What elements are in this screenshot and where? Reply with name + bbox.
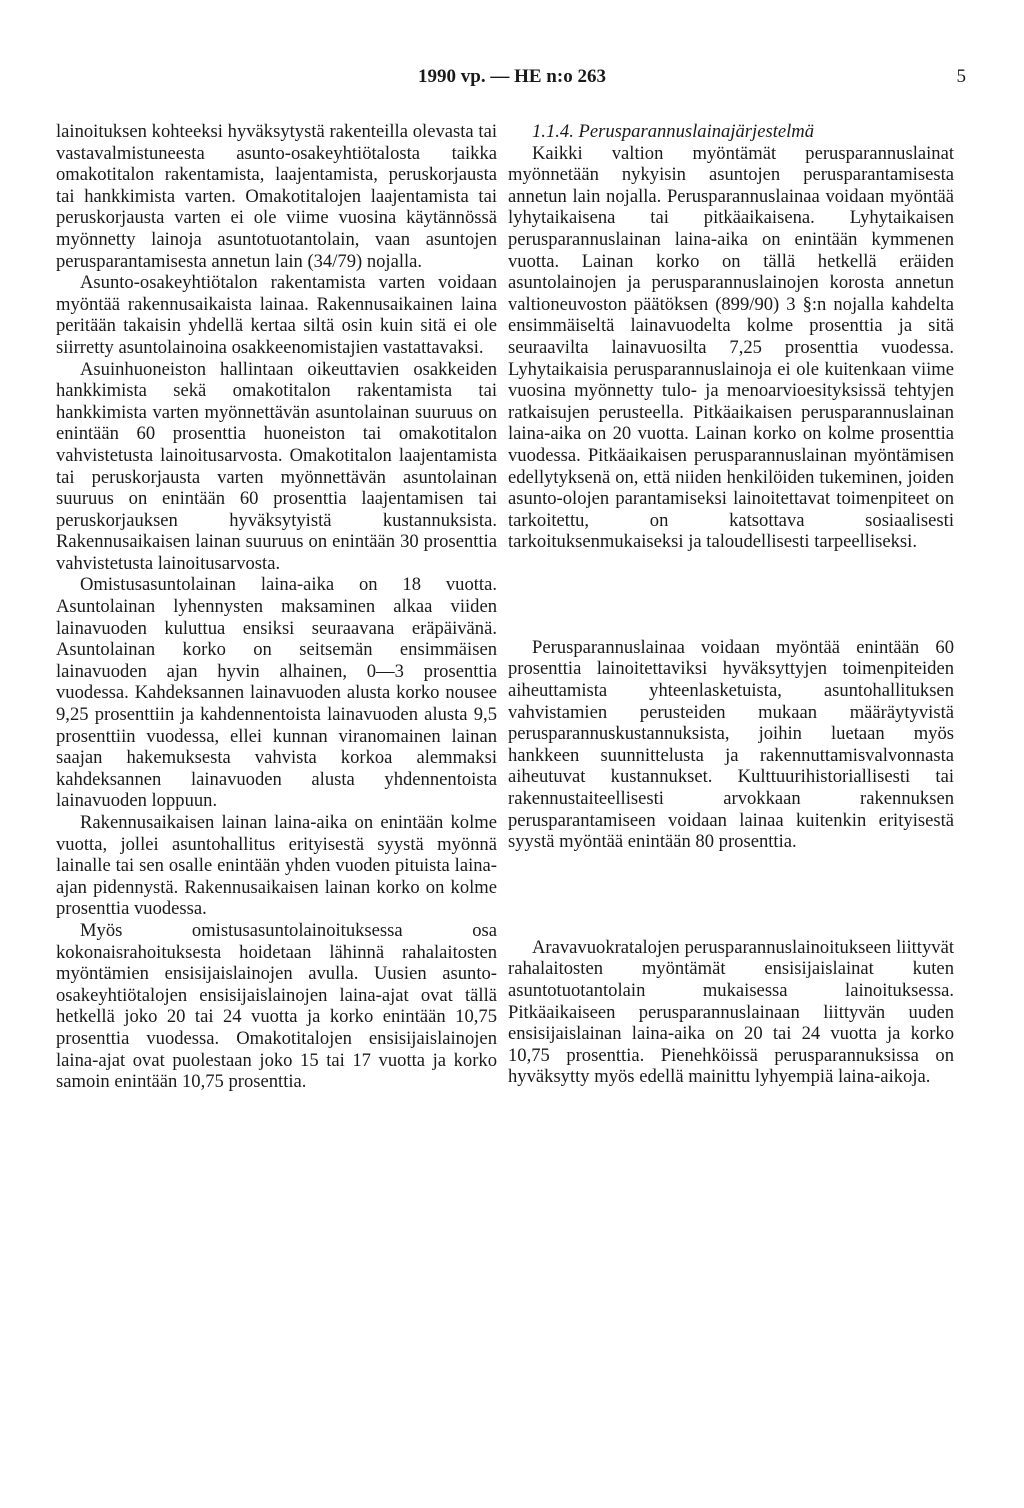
page-header — [0, 66, 1024, 94]
paragraph: Myös omistusasuntolainoituksessa osa kokonaisrahoituksesta hoidetaan lähinnä rahalaitosten myöntämien ensisijaislainojen avulla. Uusien asunto-osakeyhtiötalojen ensisijaislainojen laina-ajat ovat tällä hetkellä joko 20 tai 24 vuotta ja korko enintään 10,75 prosenttia vuodessa. Omakotitalojen ensisijaislainojen laina-ajat ovat puolestaan joko 15 tai 17 vuotta ja korko samoin enintään 10,75 prosenttia. — [56, 919, 497, 1093]
running-title: 1990 vp. — HE n:o 263 — [418, 66, 606, 87]
paragraph: Aravavuokratalojen perusparannuslainoitukseen liittyvät rahalaitosten myöntämät ensisijaislainat kuten asuntotuotantolain mukaisessa lainoituksessa. Pitkäaikaiseen perusparannuslainaan liittyvän uuden ensisijaislainan laina-aika on 20 tai 24 vuotta ja korko 10,75 prosenttia. Pienehköissä perusparannuksissa on hyväksytty myös edellä mainittu lyhyempiä laina-aikoja. — [508, 936, 954, 1088]
paragraph: Kaikki valtion myöntämät perusparannuslainat myönnetään nykyisin asuntojen perusparantamisesta annetun lain nojalla. Perusparannuslainaa voidaan myöntää lyhytaikaisena tai pitkäaikaisena. Lyhytaikaisen perusparannuslainan laina-aika on enintään kymmenen vuotta. Lainan korko on tällä hetkellä eräiden asuntolainojen ja perusparannuslainojen korosta annetun valtioneuvoston päätöksen (899/90) 3 §:n nojalla kahdelta ensimmäiseltä lainavuodelta kolme prosenttia ja sitä seuraavilta lainavuosilta 7,25 prosenttia vuodessa. Lyhytaikaisia perusparannuslainoja ei ole kuitenkaan viime vuosina myönnetty tulo- ja menoarvioesityksissä tehtyjen ratkaisujen perusteella. Pitkäaikaisen perusparannuslainan laina-aika on 20 vuotta. Lainan korko on kolme prosenttia vuodessa. Pitkäaikaisen perusparannuslainan myöntämisen edellytyksenä on, että niiden henkilöiden tukeminen, joiden asunto-olojen parantamiseksi lainoitettavat toimenpiteet on tarkoitettu, on katsottava sosiaalisesti tarkoituksenmukaiseksi ja taloudellisesti tarpeelliseksi. — [508, 142, 954, 553]
page-number: 5 — [956, 66, 966, 87]
left-column — [56, 121, 497, 1093]
paragraph: Perusparannuslainaa voidaan myöntää enintään 60 prosenttia lainoitettaviksi hyväksyttyjen toimenpiteiden aiheuttamista yhteenlasketuista, asuntohallituksen vahvistamien perusteiden mukaan määräytyvistä perusparannuskustannuksista, joihin luetaan myös hankkeen suunnittelusta ja rakennuttamisvalvonnasta aiheutuvat kustannukset. Kulttuurihistoriallisesti tai rakennustaiteellisesti arvokkaan rakennuksen perusparantamiseen voidaan lainaa kuitenkin erityisestä syystä myöntää enintään 80 prosenttia. — [508, 636, 954, 853]
paragraph: Rakennusaikaisen lainan laina-aika on enintään kolme vuotta, jollei asuntohallitus erityisestä syystä myönnä lainalle tai sen osalle enintään yhden vuoden pituista laina-ajan pidennystä. Rakennusaikaisen lainan korko on kolme prosenttia vuodessa. — [56, 812, 497, 920]
spacer — [508, 853, 954, 937]
section-heading: 1.1.4. Perusparannuslainajärjestelmä — [532, 121, 815, 142]
spacer — [508, 553, 954, 637]
paragraph: Asunto-osakeyhtiötalon rakentamista varten voidaan myöntää rakennusaikaista lainaa. Rakennusaikainen laina peritään takaisin yhdellä kertaa siltä osin kuin sitä ei ole siirretty asuntolainoina osakkeenomistajien vastattavaksi. — [56, 272, 497, 358]
paragraph: Omistusasuntolainan laina-aika on 18 vuotta. Asuntolainan lyhennysten maksaminen alkaa viiden lainavuoden kuluttua ensiksi seuraavana eräpäivänä. Asuntolainan korko on seitsemän ensimmäisen lainavuoden ajan hyvin alhainen, 0—3 prosenttia vuodessa. Kahdeksannen lainavuoden alusta korko nousee 9,25 prosenttiin ja kahdennentoista lainavuoden alusta 9,5 prosenttiin vuodessa, ellei kunnan viranomainen lainan saajan hakemuksesta vahvista korkoa alemmaksi kahdeksannen lainavuoden alusta yhdennentoista lainavuoden loppuun. — [56, 574, 497, 812]
paragraph: lainoituksen kohteeksi hyväksytystä rakenteilla olevasta tai vastavalmistuneesta asunto-osakeyhtiötalosta taikka omakotitalon rakentamista, laajentamista, peruskorjausta tai hankkimista varten. Omakotitalojen laajentamista tai peruskorjausta varten ei ole viime vuosina käytännössä myönnetty lainoja asuntotuotantolain, vaan asuntojen perusparantamisesta annetun lain (34/79) nojalla. — [56, 121, 497, 272]
paragraph: Asuinhuoneiston hallintaan oikeuttavien osakkeiden hankkimista sekä omakotitalon rakentamista tai hankkimista varten myönnettävän asuntolainan suuruus on enintään 60 prosenttia huoneiston tai omakotitalon vahvistetusta lainoitusarvosta. Omakotitalon laajentamista tai peruskorjausta varten myönnettävän asuntolainan suuruus on enintään 60 prosenttia laajentamisen tai peruskorjauksen hyväksytyistä kustannuksista. Rakennusaikaisen lainan suuruus on enintään 30 prosenttia vahvistetusta lainoitusarvosta. — [56, 358, 497, 574]
right-column — [508, 121, 954, 1088]
